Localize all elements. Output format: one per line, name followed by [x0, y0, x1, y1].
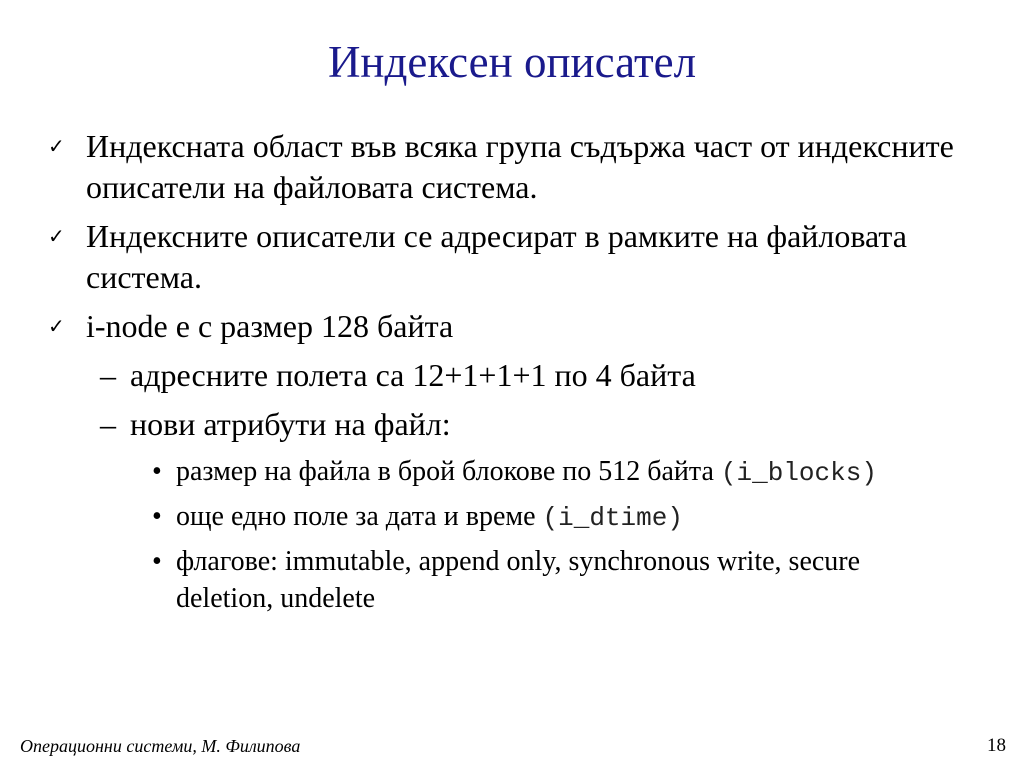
sub-sub-bullet-item — [48, 453, 956, 492]
sub-bullet-text: нови атрибути на файл: — [130, 406, 451, 442]
sub-sub-bullet-text: флагове: immutable, append only, synchronous write, secure deletion, undelete — [176, 546, 861, 614]
code-identifier: (i_dtime) — [542, 503, 683, 533]
bullet-dot-icon: • — [152, 456, 162, 487]
sub-sub-bullet-text: размер на файла в брой блокове по 512 байта — [176, 456, 714, 487]
bullet-list — [48, 126, 978, 623]
code-identifier: (i_blocks) — [720, 458, 877, 488]
sub-bullet-item — [48, 355, 978, 396]
page-number: 18 — [987, 735, 1006, 756]
sub-bullet-item — [48, 404, 978, 445]
sub-bullet-text: адресните полета са 12+1+1+1 по 4 байта — [130, 357, 696, 393]
slide-title: Индексен описател — [327, 37, 697, 87]
dash-icon: – — [100, 357, 116, 393]
sub-sub-bullet-text: още едно поле за дата и време — [176, 501, 536, 532]
bullet-item — [48, 216, 978, 298]
bullet-dot-icon: • — [152, 501, 162, 532]
bullet-text: i-node е с размер 128 байта — [86, 308, 454, 344]
bullet-item — [48, 126, 978, 208]
sub-sub-bullet-item — [48, 498, 956, 537]
checkmark-icon: ✓ — [48, 314, 65, 338]
checkmark-icon: ✓ — [48, 134, 65, 158]
bullet-text: Индексната област във всяка група съдържа част от индексните описатели на файловата система. — [86, 128, 954, 205]
bullet-item — [48, 306, 978, 347]
bullet-dot-icon: • — [152, 546, 162, 577]
footer-course-author: Операционни системи, М. Филипова — [20, 736, 301, 756]
checkmark-icon: ✓ — [48, 224, 65, 248]
bullet-text: Индексните описатели се адресират в рамките на файловата система. — [86, 218, 907, 295]
dash-icon: – — [100, 406, 116, 442]
sub-sub-bullet-item — [48, 543, 956, 617]
